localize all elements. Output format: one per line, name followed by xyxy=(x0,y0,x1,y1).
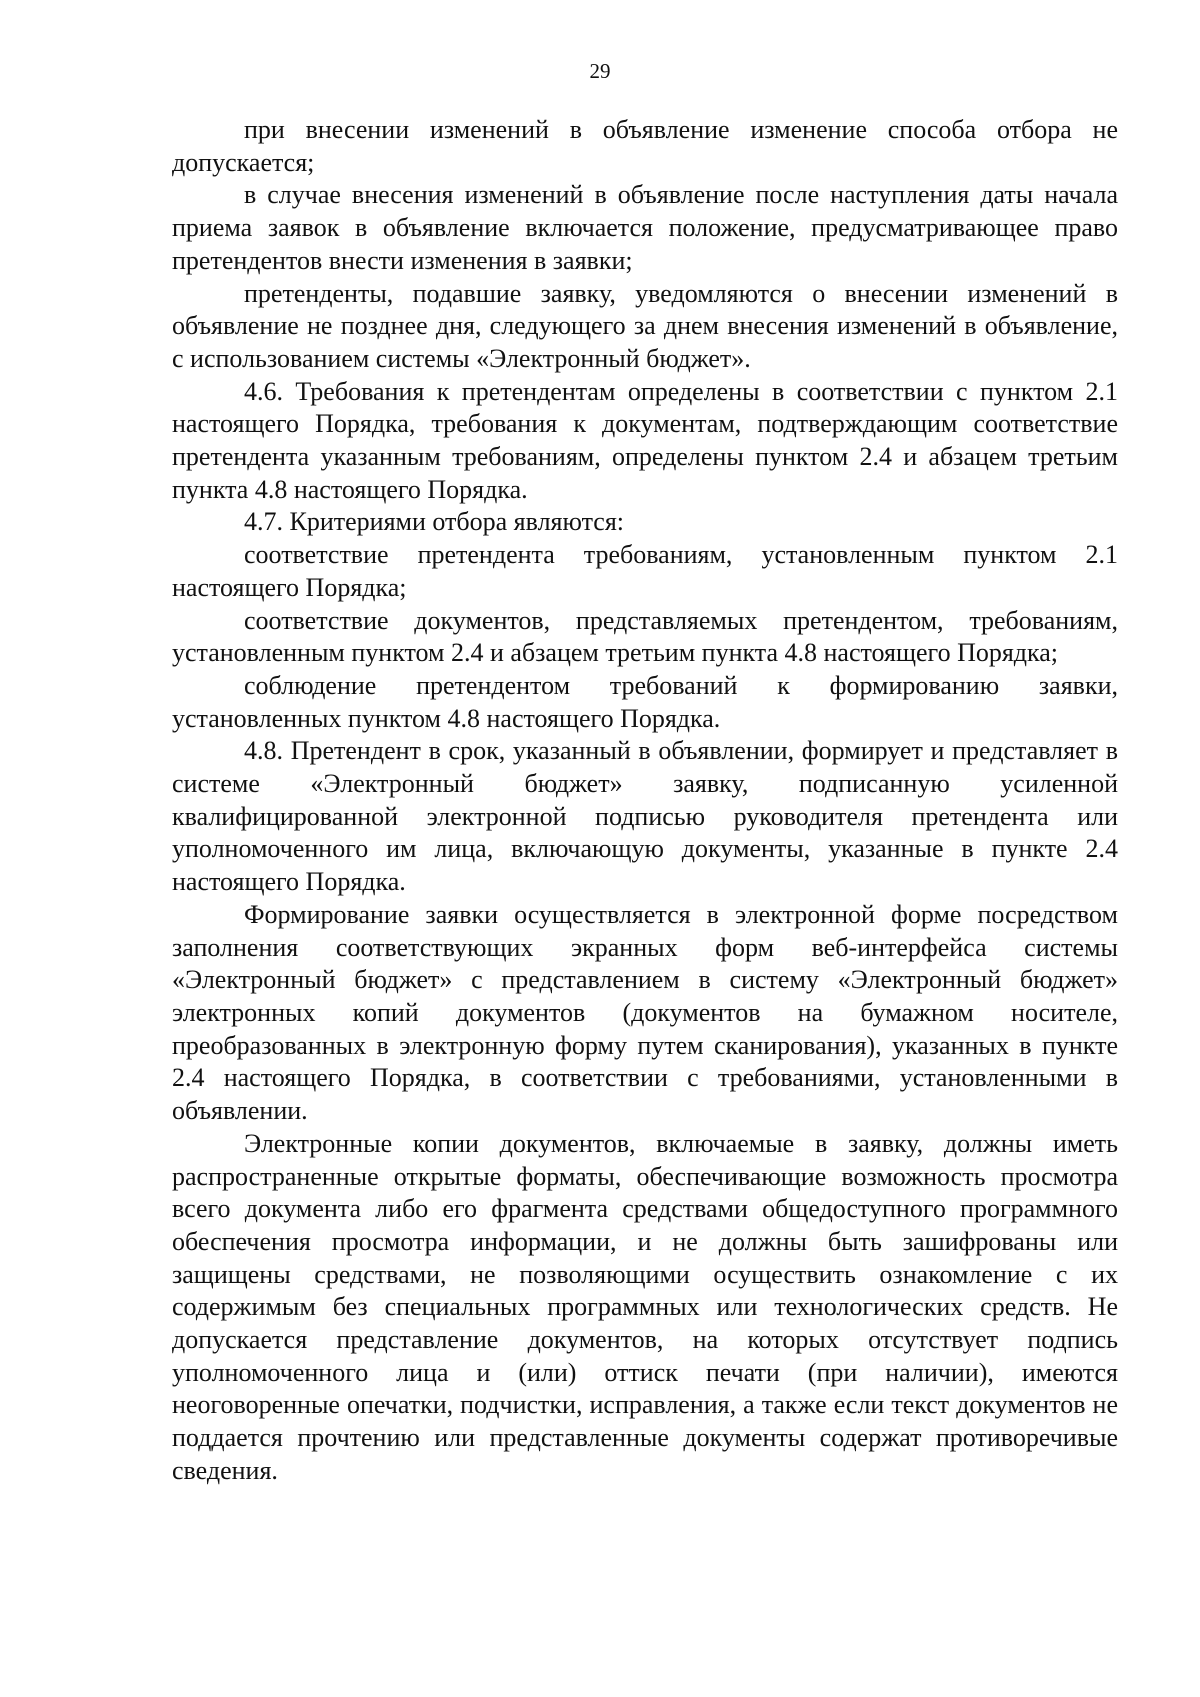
page-number: 29 xyxy=(589,59,611,83)
paragraph-application-forming: Формирование заявки осуществляется в электронной форме посредством заполнения соответствующих экранных форм веб-интерфейса системы «Электронный бюджет» с представлением в систему «Электронный бюджет» электронных копий документов (документов на бумажном носителе, преобразованных в электронную форму путем сканирования), указанных в пункте 2.4 настоящего Порядка, в соответствии с требованиями, установленными в объявлении. xyxy=(172,899,1118,1126)
paragraph-electronic-copies: Электронные копии документов, включаемые в заявку, должны иметь распространенные открытые форматы, обеспечивающие возможность просмотра всего документа либо его фрагмента средствами общедоступного программного обеспечения просмотра информации, и не должны быть зашифрованы или защищены средствами, не позволяющими осуществить ознакомление с их содержимым без специальных программных или технологических средств. Не допускается представление документов, на которых отсутствует подпись уполномоченного лица и (или) оттиск печати (при наличии), имеются неоговоренные опечатки, подчистки, исправления, а также если текст документов не поддается прочтению или представленные документы содержат противоречивые сведения. xyxy=(172,1128,1118,1485)
paragraph-criterion-1: соответствие претендента требованиям, установленным пунктом 2.1 настоящего Порядка; xyxy=(172,540,1118,602)
paragraph-criterion-2: соответствие документов, представляемых претендентом, требованиям, установленным пунктом 2.4 и абзацем третьим пункта 4.8 настоящего Порядка; xyxy=(172,605,1118,668)
document-body xyxy=(172,114,1118,1488)
paragraph-changes-after-start: в случае внесения изменений в объявление после наступления даты начала приема заявок в объявление включается положение, предусматривающее право претендентов внести изменения в заявки; xyxy=(172,180,1118,275)
paragraph-4-7: 4.7. Критериями отбора являются: xyxy=(244,507,624,537)
paragraph-4-8: 4.8. Претендент в срок, указанный в объявлении, формирует и представляет в системе «Электронный бюджет» заявку, подписанную усиленной квалифицированной электронной подписью руководителя претендента или уполномоченного им лица, включающую документы, указанные в пункте 2.4 настоящего Порядка. xyxy=(172,736,1118,897)
paragraph-criterion-3: соблюдение претендентом требований к формированию заявки, установленных пунктом 4.8 настоящего Порядка. xyxy=(172,670,1118,733)
paragraph-change-method-forbidden: при внесении изменений в объявление изменение способа отбора не допускается; xyxy=(172,115,1118,177)
paragraph-4-6: 4.6. Требования к претендентам определены в соответствии с пунктом 2.1 настоящего Порядка, требования к документам, подтверждающим соответствие претендента указанным требованиям, определены пунктом 2.4 и абзацем третьим пункта 4.8 настоящего Порядка. xyxy=(172,376,1118,504)
paragraph-notification: претенденты, подавшие заявку, уведомляются о внесении изменений в объявление не позднее дня, следующего за днем внесения изменений в объявление, с использованием системы «Электронный бюджет». xyxy=(172,278,1118,373)
